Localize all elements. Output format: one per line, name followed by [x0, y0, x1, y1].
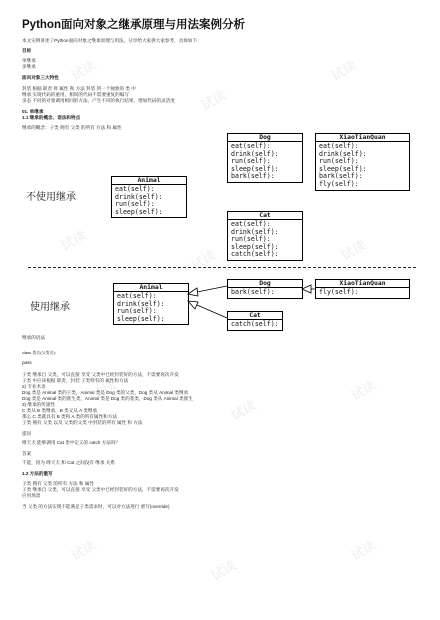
class-name: Cat	[228, 212, 302, 220]
desc-line: 子类 中应该根据 职责，封装 子类特有的 属性和方法	[22, 378, 129, 383]
desc-line: 2) 专业术语	[22, 384, 46, 389]
override-line: 应用场景	[22, 493, 41, 498]
section-heading: 01. 单继承	[22, 109, 44, 114]
pass-keyword: pass	[22, 360, 32, 365]
method: sleep(self):	[115, 207, 163, 216]
features-heading: 面向对象三大特性	[22, 75, 59, 80]
dog-to-animal-line	[197, 286, 227, 292]
class-name: Animal	[114, 284, 188, 292]
desc-line: C 类从 B 类继承，B 类又从 A 类继承	[22, 408, 98, 413]
override-line: 子类 拥有 父类 的所有 方法 和 属性	[22, 481, 94, 486]
method: eat(self):	[115, 185, 155, 193]
method: run(self):	[231, 157, 271, 166]
watermark: 试读	[68, 537, 99, 564]
feature-item: 封装 根据 职责 将 属性 和 方法 封装 到一个抽象的 类 中	[22, 86, 136, 91]
method: run(self):	[115, 200, 155, 209]
dog-to-animal-arrowhead	[188, 288, 198, 296]
class-name: Dog	[228, 280, 302, 288]
intro-text: 本文实例讲述了Python面向对象之继承原理与用法。分享给大家供大家参考，具体如下：	[22, 38, 202, 43]
method: catch(self):	[231, 250, 279, 259]
desc-line: 子类 拥有 父类 以及 父类的父类 中封装的所有 属性 和 方法	[22, 420, 143, 425]
goal-item: 单继承	[22, 58, 36, 63]
xtq-to-dog-arrowhead	[302, 285, 311, 293]
question-text: 哮天犬 能够调用 Cat 类中定义的 catch 方法吗？	[22, 440, 121, 445]
watermark: 试读	[328, 57, 359, 84]
answer-text: 不能，因为 哮天犬 和 Cat 之间没有 继承 关系	[22, 460, 115, 465]
answer-heading: 答案	[22, 451, 32, 456]
concept-text: 继承的概念：子类 拥有 父类 的所有 方法 和 属性	[22, 125, 122, 130]
watermark: 试读	[228, 397, 259, 424]
method: drink(self):	[117, 299, 165, 308]
feature-item: 继承 实现代码的重用，相同的代码不需要重复的编写	[22, 92, 129, 97]
subsection-heading: 1.1 继承的概念、语法和特点	[22, 115, 81, 120]
page-title: Python面向对象之继承原理与用法案例分析	[22, 19, 245, 31]
method: sleep(self):	[117, 314, 165, 323]
override-note: 当 父类 的方法实现不能满足子类需求时，可以对方法进行 重写(override)	[22, 504, 170, 509]
desc-line: 那么 C 类就具有 B 类和 A 类的所有属性和方法	[22, 414, 117, 419]
desc-line: Dog 类是 Animal 类的派生类，Animal 类是 Dog 类的基类，Dog 类从 Animal 类派生	[22, 396, 193, 401]
method: sleep(self):	[231, 242, 279, 251]
desc-line: 3) 继承的传递性	[22, 402, 55, 407]
method: run(self):	[319, 157, 359, 166]
watermark: 试读	[348, 377, 379, 404]
method: eat(self):	[117, 292, 157, 300]
syntax-heading: 继承的语法	[22, 335, 45, 340]
cat-to-animal-arrowhead	[188, 301, 198, 309]
watermark: 试读	[348, 537, 379, 564]
method: sleep(self):	[319, 164, 367, 173]
watermark: 试读	[198, 87, 229, 114]
watermark: 试读	[338, 237, 369, 264]
goal-heading: 目标	[22, 48, 32, 53]
method: drink(self):	[319, 149, 367, 158]
question-heading: 提问	[22, 431, 32, 436]
watermark: 试读	[208, 557, 239, 584]
cat-to-animal-line	[197, 305, 227, 318]
label-no-inheritance: 不使用继承	[26, 192, 76, 203]
watermark: 试读	[68, 57, 99, 84]
method: run(self):	[231, 235, 271, 244]
method: run(self):	[117, 307, 157, 316]
class-name: Cat	[228, 312, 282, 320]
subsection-heading: 1.2 方法的重写	[22, 471, 53, 476]
desc-line: Dog 类是 Animal 类的子类，Animal 类是 Dog 类的父类，Dog 类从 Animal 类继承	[22, 390, 189, 395]
method: eat(self):	[231, 220, 271, 228]
watermark: 试读	[58, 227, 89, 254]
class-name: XiaoTianQuan	[316, 134, 409, 142]
method: drink(self):	[231, 149, 279, 158]
override-line: 子类 继承自 父类，可以直接 享受 父类中已经封装好的方法，不需要再次开发	[22, 487, 179, 492]
method: bark(self):	[231, 172, 275, 181]
method: bark(self):	[231, 288, 275, 296]
class-name: Animal	[112, 177, 186, 185]
method: fly(self):	[319, 288, 359, 296]
method: catch(self):	[231, 320, 279, 328]
method: eat(self):	[319, 142, 359, 150]
method: bark(self):	[319, 172, 363, 181]
class-name: Dog	[228, 134, 302, 142]
method: sleep(self):	[231, 164, 279, 173]
method: eat(self):	[231, 142, 271, 150]
syntax-code: class 类名(父类名):	[22, 350, 56, 355]
method: drink(self):	[115, 192, 163, 201]
desc-line: 子类 继承自 父类，可以直接 享受 父类中已经封装好的方法，不需要再次开发	[22, 372, 179, 377]
label-inheritance: 使用继承	[30, 302, 70, 313]
method: fly(self):	[319, 179, 359, 188]
method: drink(self):	[231, 227, 279, 236]
class-name: XiaoTianQuan	[316, 280, 409, 288]
watermark: 试读	[188, 247, 219, 274]
watermark: 试读	[88, 377, 119, 404]
feature-item: 多态 不同的对象调用相同的方法，产生不同的执行结果，增加代码的灵活度	[22, 98, 175, 103]
goal-item: 多继承	[22, 64, 36, 69]
